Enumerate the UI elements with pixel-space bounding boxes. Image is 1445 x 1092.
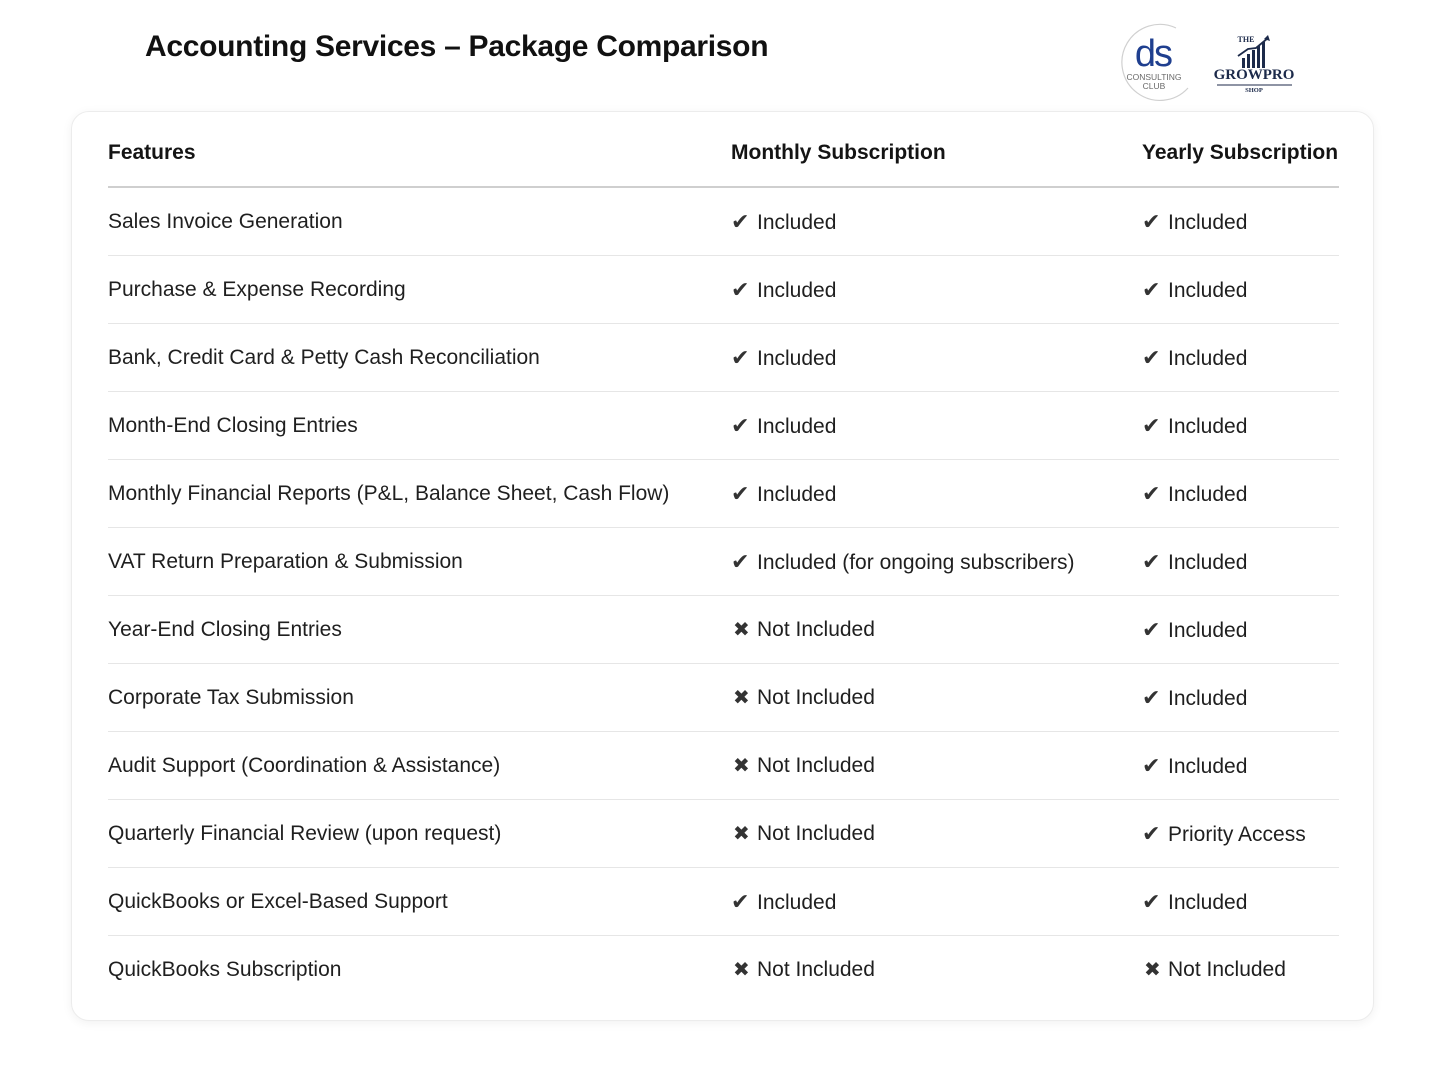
feature-cell: Monthly Financial Reports (P&L, Balance Sheet, Cash Flow) [108, 460, 731, 528]
monthly-cell [731, 800, 1142, 868]
yearly-cell [1142, 800, 1339, 868]
check-icon: ✔ [731, 208, 750, 234]
yearly-status-label: Included [1168, 210, 1248, 234]
yearly-cell [1142, 392, 1339, 460]
cross-icon: ✖ [733, 755, 750, 777]
monthly-status-label: Not Included [757, 822, 875, 845]
table-body [108, 187, 1339, 1003]
table-row [108, 868, 1339, 936]
feature-cell: Sales Invoice Generation [108, 187, 731, 256]
svg-text:SHOP: SHOP [1245, 87, 1263, 94]
yearly-cell [1142, 256, 1339, 324]
check-icon: ✔ [1142, 276, 1161, 302]
yearly-cell [1142, 936, 1339, 1004]
monthly-status-label: Included [757, 482, 837, 506]
feature-cell: Month-End Closing Entries [108, 392, 731, 460]
check-icon: ✔ [1142, 616, 1161, 642]
monthly-cell [731, 868, 1142, 936]
check-icon: ✔ [731, 344, 750, 370]
check-icon: ✔ [1142, 412, 1161, 438]
feature-cell: QuickBooks or Excel-Based Support [108, 868, 731, 936]
yearly-cell [1142, 324, 1339, 392]
comparison-table [108, 120, 1339, 1003]
monthly-status-label: Included [757, 414, 837, 438]
yearly-status-label: Included [1168, 482, 1248, 506]
table-row [108, 460, 1339, 528]
monthly-status-label: Not Included [757, 686, 875, 709]
monthly-cell [731, 664, 1142, 732]
yearly-cell [1142, 460, 1339, 528]
svg-text:CLUB: CLUB [1142, 81, 1166, 91]
table-row [108, 596, 1339, 664]
feature-cell: Purchase & Expense Recording [108, 256, 731, 324]
monthly-status-label: Included [757, 278, 837, 302]
check-icon: ✔ [1142, 480, 1161, 506]
feature-cell: VAT Return Preparation & Submission [108, 528, 731, 596]
cross-icon: ✖ [1144, 959, 1161, 981]
svg-text:ds: ds [1134, 33, 1172, 75]
header-features: Features [108, 120, 731, 187]
check-icon: ✔ [731, 888, 750, 914]
monthly-status-label: Included [757, 890, 837, 914]
monthly-cell [731, 936, 1142, 1004]
yearly-cell [1142, 528, 1339, 596]
yearly-status-label: Included [1168, 754, 1248, 778]
comparison-card [71, 111, 1374, 1021]
monthly-status-label: Not Included [757, 958, 875, 981]
yearly-status-label: Not Included [1168, 958, 1286, 981]
feature-cell: Year-End Closing Entries [108, 596, 731, 664]
yearly-status-label: Included [1168, 550, 1248, 574]
monthly-status-label: Included [757, 346, 837, 370]
yearly-status-label: Included [1168, 686, 1248, 710]
yearly-status-label: Included [1168, 414, 1248, 438]
yearly-status-label: Priority Access [1168, 822, 1306, 846]
monthly-cell [731, 460, 1142, 528]
yearly-cell [1142, 664, 1339, 732]
check-icon: ✔ [1142, 684, 1161, 710]
svg-text:CONSULTING: CONSULTING [1126, 72, 1182, 82]
table-row [108, 664, 1339, 732]
check-icon: ✔ [1142, 752, 1161, 778]
yearly-cell [1142, 187, 1339, 256]
table-row [108, 256, 1339, 324]
feature-cell: Quarterly Financial Review (upon request) [108, 800, 731, 868]
svg-text:GROWPRO: GROWPRO [1213, 67, 1295, 83]
yearly-cell [1142, 732, 1339, 800]
check-icon: ✔ [731, 480, 750, 506]
monthly-cell [731, 256, 1142, 324]
cross-icon: ✖ [733, 959, 750, 981]
svg-text:THE: THE [1237, 35, 1255, 44]
monthly-cell [731, 392, 1142, 460]
cross-icon: ✖ [733, 619, 750, 641]
monthly-status-label: Included (for ongoing subscribers) [757, 550, 1075, 574]
feature-cell: Corporate Tax Submission [108, 664, 731, 732]
yearly-cell [1142, 868, 1339, 936]
cross-icon: ✖ [733, 823, 750, 845]
monthly-status-label: Not Included [757, 754, 875, 777]
check-icon: ✔ [1142, 208, 1161, 234]
table-row [108, 800, 1339, 868]
table-row [108, 187, 1339, 256]
feature-cell: QuickBooks Subscription [108, 957, 342, 981]
monthly-cell [731, 324, 1142, 392]
check-icon: ✔ [731, 412, 750, 438]
header-monthly: Monthly Subscription [731, 120, 1142, 187]
feature-cell: Bank, Credit Card & Petty Cash Reconciliation [108, 324, 731, 392]
check-icon: ✔ [1142, 888, 1161, 914]
monthly-cell [731, 732, 1142, 800]
table-row [108, 392, 1339, 460]
yearly-status-label: Included [1168, 618, 1248, 642]
check-icon: ✔ [1142, 820, 1161, 846]
partner-logos [1116, 22, 1306, 102]
check-icon: ✔ [1142, 344, 1161, 370]
check-icon: ✔ [1142, 548, 1161, 574]
check-icon: ✔ [731, 276, 750, 302]
monthly-cell [731, 187, 1142, 256]
monthly-status-label: Included [757, 210, 837, 234]
monthly-status-label: Not Included [757, 618, 875, 641]
yearly-status-label: Included [1168, 346, 1248, 370]
monthly-cell [731, 528, 1142, 596]
check-icon: ✔ [731, 548, 750, 574]
growpro-shop-logo [1212, 34, 1298, 102]
yearly-status-label: Included [1168, 278, 1248, 302]
header-yearly: Yearly Subscription [1142, 120, 1339, 187]
table-row [108, 528, 1339, 596]
table-row [108, 732, 1339, 800]
yearly-cell [1142, 596, 1339, 664]
consulting-club-logo [1116, 22, 1198, 102]
monthly-cell [731, 596, 1142, 664]
feature-cell: Audit Support (Coordination & Assistance) [108, 732, 731, 800]
table-header-row [108, 120, 1339, 187]
cross-icon: ✖ [733, 687, 750, 709]
yearly-status-label: Included [1168, 890, 1248, 914]
page-title: Accounting Services – Package Comparison [145, 30, 769, 63]
table-row [108, 324, 1339, 392]
table-row [108, 936, 1339, 1004]
